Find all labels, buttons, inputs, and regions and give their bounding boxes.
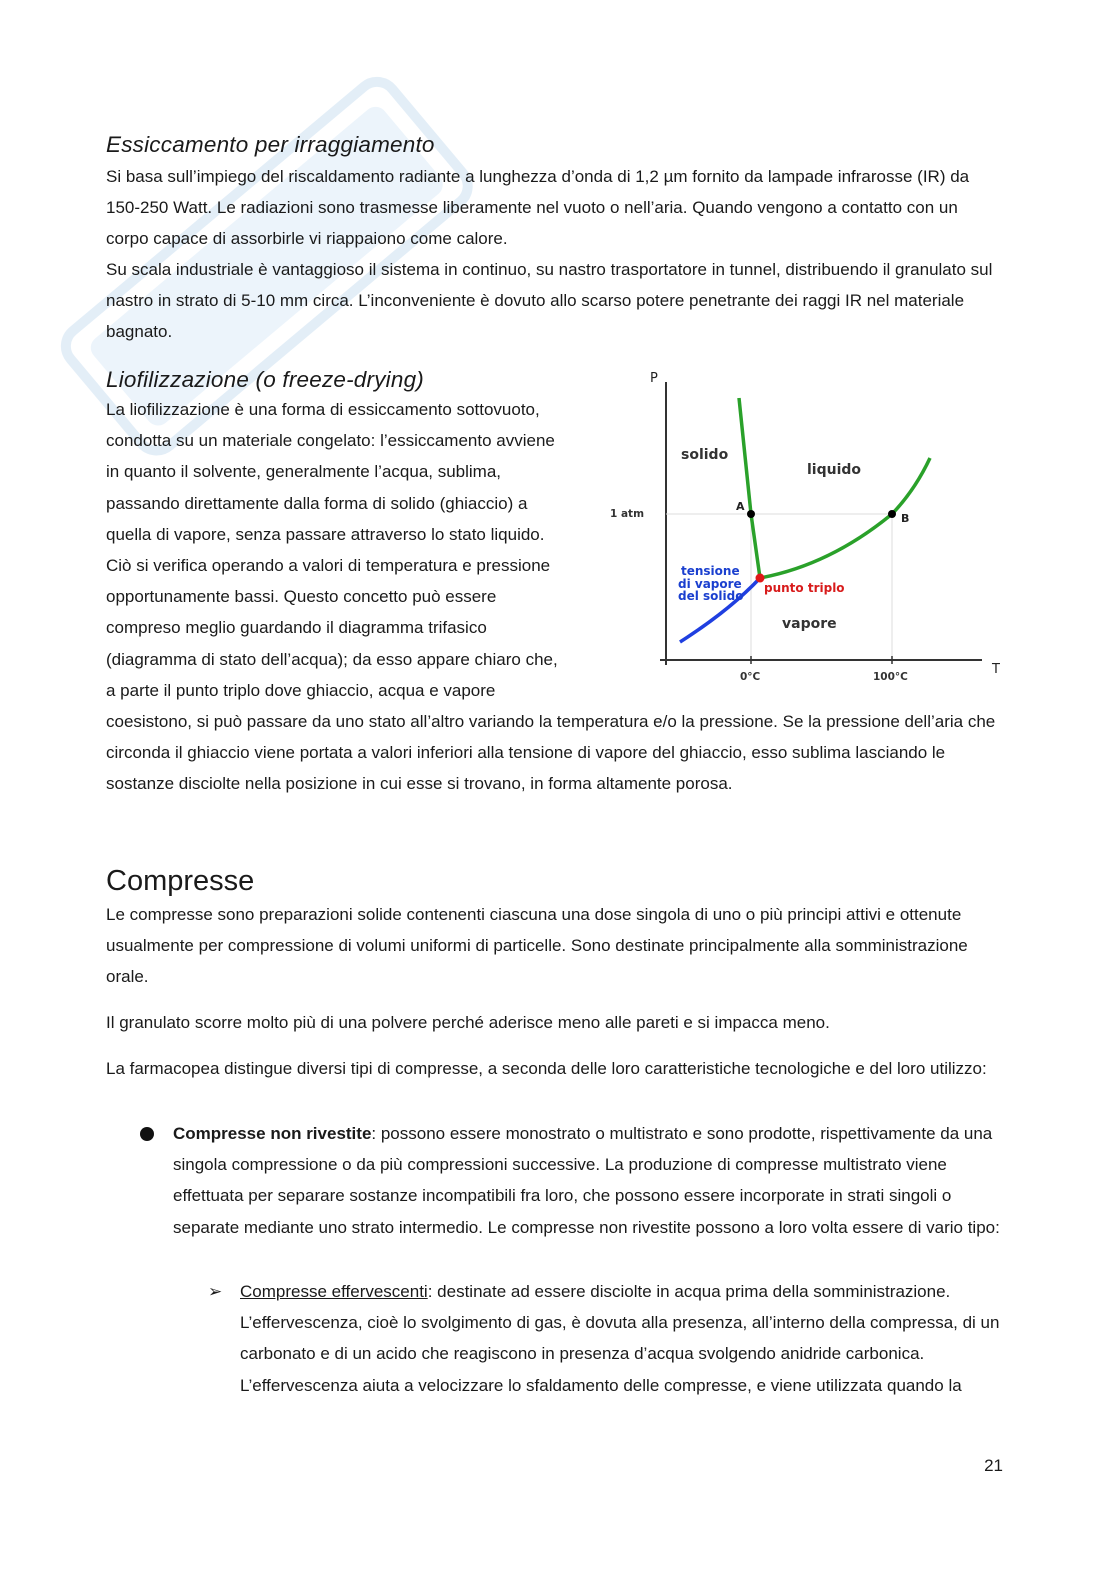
lio-line: a parte il punto triplo dove ghiaccio, acqua e vapore: [106, 680, 496, 700]
label-100c: 100°C: [873, 671, 908, 683]
page-number: 21: [984, 1456, 1003, 1475]
heading-essiccamento: Essiccamento per irraggiamento: [106, 132, 435, 157]
label-solido: solido: [681, 447, 729, 463]
label-liquido: liquido: [807, 462, 862, 478]
label-axis-p: P: [650, 371, 658, 386]
curve-fusion: [739, 398, 760, 578]
point-b: [888, 510, 896, 518]
lio-line: quella di vapore, senza passare attraverso lo stato liquido.: [106, 524, 545, 544]
bullet-compresse-non-rivestite: [173, 1118, 1005, 1243]
paragraph-essiccamento-2: Su scala industriale è vantaggioso il sistema in continuo, su nastro trasportatore in tunnel, distribuendo il granulato sul nastro in strato di 5-10 mm circa. L’inconveniente è dovuto allo scarso potere penetrante dei raggi IR nel materiale bagnato.: [106, 260, 993, 342]
lio-line: La liofilizzazione è una forma di essiccamento sottovuoto,: [106, 400, 540, 419]
label-a: A: [736, 500, 745, 513]
lio-line: in quanto il solvente, generalmente l’acqua, sublima,: [106, 462, 502, 482]
paragraph-essiccamento-1: Si basa sull’impiego del riscaldamento radiante a lunghezza d’onda di 1,2 µm fornito da lampade infrarosse (IR) da 150-250 Watt. Le radiazioni sono trasmesse liberamente nel vuoto o nell’aria. Quando vengono a contatto con un corpo capace di assorbirle vi riappaiono come calore.: [106, 167, 970, 249]
label-tensione-3: del solido: [678, 589, 744, 603]
phase-diagram: [600, 360, 1010, 700]
arrow-bullet-icon: ➢: [208, 1282, 223, 1301]
bullet-text: : possono essere monostrato o multistrato e sono prodotte, rispettivamente da una singola compressione o da più compressioni successive. La produzione di compresse multistrato viene effettuata per separare sostanze incompatibili fra loro, che possono essere incorporate in strati singoli o separate mediante uno strato intermedio. Le compresse non rivestite possono a loro volta essere di vario tipo:: [173, 1124, 1000, 1237]
lio-line: condotta su un materiale congelato: l’essiccamento avviene: [106, 431, 555, 451]
label-tensione-2: di vapore: [678, 577, 742, 591]
lio-line: Ciò si verifica operando a valori di temperatura e pressione: [106, 556, 551, 576]
bullet-bold-term: Compresse non rivestite: [173, 1124, 372, 1143]
paragraph-compresse-2: Il granulato scorre molto più di una polvere perché aderisce meno alle pareti e si impacca meno.: [106, 1013, 830, 1032]
subbullet-underlined-term: Compresse effervescenti: [240, 1282, 428, 1301]
label-0c: 0°C: [740, 671, 761, 683]
label-vapore: vapore: [782, 616, 837, 632]
label-1atm: 1 atm: [610, 508, 645, 520]
point-a: [747, 510, 755, 518]
label-punto-triplo: punto triplo: [764, 581, 845, 595]
bullet-dot: [140, 1127, 154, 1141]
lio-line: compreso meglio guardando il diagramma trifasico: [106, 618, 487, 638]
heading-compresse: Compresse: [106, 865, 255, 897]
paragraph-liofilizzazione-continuation: coesistono, si può passare da uno stato all’altro variando la temperatura e/o la pressione. Se la pressione dell’aria che circonda il ghiaccio viene portata a valori inferiori alla tensione di vapore del ghiaccio, esso sublima lasciando le sostanze disciolte nella posizione in cui esse si trovano, in forma altamente porosa.: [106, 712, 996, 794]
label-axis-t: T: [992, 662, 1000, 677]
lio-line: (diagramma di stato dell’acqua); da esso appare chiaro che,: [106, 649, 558, 669]
label-b: B: [901, 512, 910, 525]
paragraph-liofilizzazione-wrapped: [106, 394, 596, 706]
lio-line: opportunamente bassi. Questo concetto può essere: [106, 587, 497, 607]
paragraph-compresse-3: La farmacopea distingue diversi tipi di compresse, a seconda delle loro caratteristiche tecnologiche e del loro utilizzo:: [106, 1059, 987, 1078]
lio-line: passando direttamente dalla forma di solido (ghiaccio) a: [106, 493, 528, 513]
subbullet-text: : destinate ad essere disciolte in acqua prima della somministrazione. L’effervescenza, cioè lo svolgimento di gas, è dovuta alla presenza, all’interno della compressa, di un carbonato e di un acido che reagiscono in presenza d’acqua svolgendo anidride carbonica. L’effervescenza aiuta a velocizzare lo sfaldamento delle compresse, e viene utilizzata quando la: [240, 1282, 1000, 1395]
subbullet-compresse-effervescenti: [240, 1276, 1006, 1401]
heading-liofilizzazione: Liofilizzazione (o freeze-drying): [106, 367, 424, 392]
label-tensione-1: tensione: [681, 564, 740, 578]
paragraph-compresse-1: Le compresse sono preparazioni solide contenenti ciascuna una dose singola di uno o più principi attivi e ottenute usualmente per compressione di volumi uniformi di particelle. Sono destinate principalmente alla somministrazione orale.: [106, 905, 968, 987]
